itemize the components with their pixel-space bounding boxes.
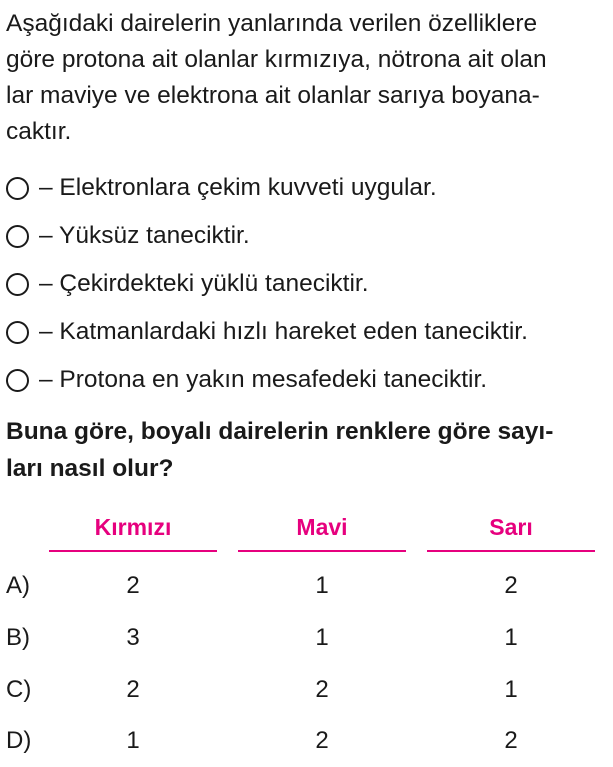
intro-line: göre protona ait olanlar kırmızıya, nötrona ait olan bbox=[6, 46, 547, 73]
question-line: ları nasıl olur? bbox=[6, 455, 174, 482]
statement-item bbox=[6, 218, 250, 254]
value-kirmizi: 3 bbox=[126, 624, 140, 651]
statement-text: – Katmanlardaki hızlı hareket eden taneciktir. bbox=[39, 318, 528, 345]
value-sari: 1 bbox=[504, 676, 518, 703]
value-kirmizi: 2 bbox=[126, 676, 140, 703]
value-sari: 2 bbox=[504, 572, 518, 599]
circle-icon[interactable] bbox=[6, 369, 29, 392]
statement-item bbox=[6, 362, 487, 398]
statement-text: – Protona en yakın mesafedeki taneciktir. bbox=[39, 366, 488, 393]
value-mavi: 1 bbox=[315, 572, 329, 599]
value-sari: 1 bbox=[504, 624, 518, 651]
option-d[interactable] bbox=[0, 721, 613, 761]
value-mavi: 2 bbox=[315, 676, 329, 703]
option-b[interactable] bbox=[0, 618, 613, 658]
statement-item bbox=[6, 314, 528, 350]
circle-icon[interactable] bbox=[6, 321, 29, 344]
question-line: Buna göre, boyalı dairelerin renklere göre sayı- bbox=[6, 418, 554, 445]
value-kirmizi: 2 bbox=[126, 572, 140, 599]
header-sari: Sarı bbox=[489, 514, 533, 540]
option-letter: D) bbox=[6, 727, 32, 754]
header-underline bbox=[427, 550, 595, 552]
statement-text: – Elektronlara çekim kuvveti uygular. bbox=[39, 174, 437, 201]
statement-item bbox=[6, 266, 369, 302]
circle-icon[interactable] bbox=[6, 225, 29, 248]
value-sari: 2 bbox=[504, 727, 518, 754]
value-kirmizi: 1 bbox=[126, 727, 140, 754]
option-c[interactable] bbox=[0, 670, 613, 710]
header-kirmizi: Kırmızı bbox=[94, 514, 172, 540]
statement-item bbox=[6, 170, 437, 206]
circle-icon[interactable] bbox=[6, 177, 29, 200]
statement-text: – Yüksüz taneciktir. bbox=[39, 222, 250, 249]
statement-text: – Çekirdekteki yüklü taneciktir. bbox=[39, 270, 369, 297]
intro-line: lar maviye ve elektrona ait olanlar sarıya boyana- bbox=[6, 82, 540, 109]
header-underline bbox=[49, 550, 217, 552]
option-letter: A) bbox=[6, 572, 30, 599]
option-letter: B) bbox=[6, 624, 30, 651]
intro-line: Aşağıdaki dairelerin yanlarında verilen özelliklere bbox=[6, 10, 538, 37]
value-mavi: 2 bbox=[315, 727, 329, 754]
value-mavi: 1 bbox=[315, 624, 329, 651]
header-mavi: Mavi bbox=[296, 514, 348, 540]
option-letter: C) bbox=[6, 676, 32, 703]
intro-line: caktır. bbox=[6, 118, 72, 145]
header-underline bbox=[238, 550, 406, 552]
question-text bbox=[6, 413, 610, 487]
circle-icon[interactable] bbox=[6, 273, 29, 296]
intro-text bbox=[6, 6, 610, 150]
option-a[interactable] bbox=[0, 566, 613, 606]
